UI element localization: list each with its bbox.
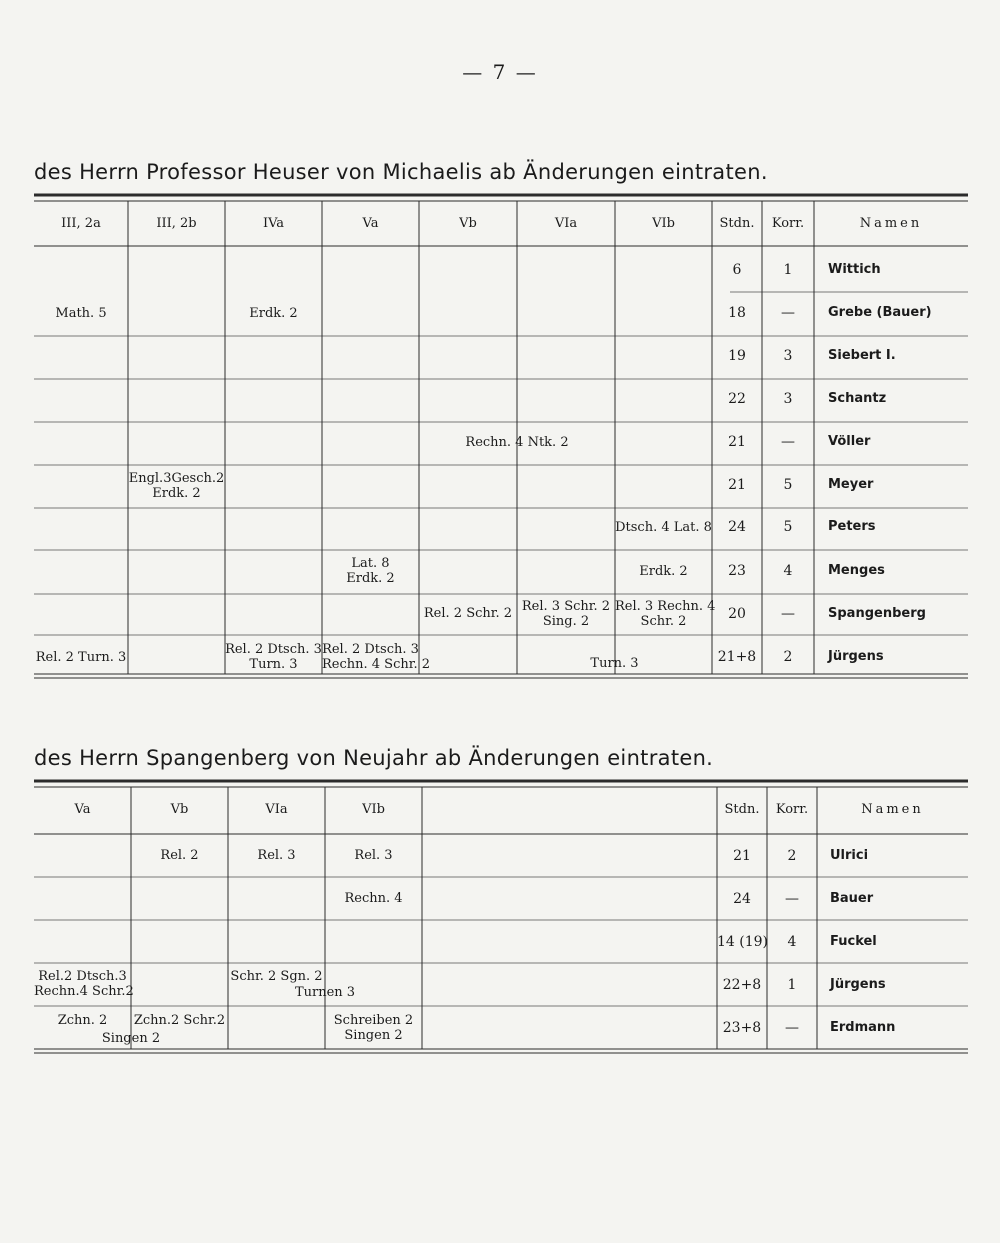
cell-lat-erdk bbox=[322, 556, 419, 586]
row9-korr: — bbox=[781, 606, 795, 622]
s2-row4-name: Jürgens bbox=[830, 977, 886, 992]
cell-math5: Math. 5 bbox=[55, 306, 107, 321]
header-iii-2a: III, 2a bbox=[61, 216, 101, 231]
cell-rel-dtsch-turn bbox=[225, 642, 322, 672]
header-korr: Korr. bbox=[771, 216, 805, 231]
row3-stdn: 19 bbox=[728, 348, 746, 364]
header-iva: IVa bbox=[262, 216, 285, 231]
cell-rel-dtsch-rechn-line2: Rechn. 4 Schr. 2 bbox=[322, 657, 431, 672]
s2-cell-rel3-via: Rel. 3 bbox=[257, 848, 296, 863]
s2-cell-singen-vib: Singen 2 bbox=[344, 1028, 403, 1043]
s2-row5-korr: — bbox=[785, 1020, 799, 1036]
s2-cell-zchn2: Zchn. 2 bbox=[57, 1013, 108, 1028]
cell-rel-schr-sing-line2: Sing. 2 bbox=[542, 614, 590, 629]
s2-cell-rel2-vb: Rel. 2 bbox=[160, 848, 199, 863]
section2-heading: des Herrn Spangenberg von Neujahr ab Änderungen eintraten. bbox=[34, 746, 714, 770]
cell-turn3: Turn. 3 bbox=[590, 656, 639, 671]
header-vb: Vb bbox=[459, 216, 477, 231]
header-stdn: Stdn. bbox=[719, 216, 755, 231]
row1-korr: 1 bbox=[783, 262, 793, 278]
header2-namen: Namen bbox=[861, 802, 924, 817]
s2-cell-rel-dtsch-rechn-schr bbox=[34, 969, 134, 999]
row2-name: Grebe (Bauer) bbox=[828, 305, 932, 320]
cell-rel-schr-sing-line1: Rel. 3 Schr. 2 bbox=[521, 599, 611, 614]
header2-va: Va bbox=[74, 802, 91, 817]
cell-rel-rechn-line1: Rel. 3 Rechn. 4 bbox=[615, 599, 716, 614]
s2-row3-korr: 4 bbox=[787, 934, 797, 950]
header2-vib: VIb bbox=[362, 802, 385, 817]
s2-row4-korr: 1 bbox=[787, 977, 797, 993]
section1-heading: des Herrn Professor Heuser von Michaelis ab Änderungen eintraten. bbox=[34, 160, 768, 184]
header-vib: VIb bbox=[652, 216, 675, 231]
row7-korr: 5 bbox=[783, 519, 793, 535]
header-va: Va bbox=[362, 216, 379, 231]
s2-row5-name: Erdmann bbox=[830, 1020, 896, 1035]
s2-row2-name: Bauer bbox=[830, 891, 874, 906]
row10-korr: 2 bbox=[783, 649, 793, 665]
header-iii-2b: III, 2b bbox=[156, 216, 197, 231]
row5-korr: — bbox=[781, 434, 795, 450]
cell-engl-line1: Engl.3Gesch.2 bbox=[128, 471, 225, 486]
row6-stdn: 21 bbox=[728, 477, 746, 493]
cell-erdk2-iva: Erdk. 2 bbox=[249, 306, 298, 321]
cell-rel-rechn-schr bbox=[615, 599, 716, 629]
row2-korr: — bbox=[781, 305, 795, 321]
cell-rechn-ntk: Rechn. 4 Ntk. 2 bbox=[465, 435, 569, 450]
cell-rel-dtsch-rechn-line1: Rel. 2 Dtsch. 3 bbox=[322, 642, 419, 657]
row4-korr: 3 bbox=[783, 391, 793, 407]
s2-cell-turnen3: Turnen 3 bbox=[294, 985, 356, 1000]
cell-dtsch-lat: Dtsch. 4 Lat. 8 bbox=[615, 520, 712, 535]
s2-cell-zchn-schr: Zchn.2 Schr.2 bbox=[133, 1013, 226, 1028]
header2-stdn: Stdn. bbox=[724, 802, 760, 817]
row1-name: Wittich bbox=[828, 262, 881, 277]
cell-lat-line2: Erdk. 2 bbox=[346, 571, 395, 586]
row9-stdn: 20 bbox=[728, 606, 746, 622]
row4-name: Schantz bbox=[828, 391, 887, 406]
row8-stdn: 23 bbox=[728, 563, 746, 579]
s2-row2-stdn: 24 bbox=[733, 891, 751, 907]
cell-erdk2-via: Erdk. 2 bbox=[639, 564, 688, 579]
row10-name: Jürgens bbox=[828, 649, 884, 664]
row10-stdn: 21+8 bbox=[717, 649, 757, 665]
row6-korr: 5 bbox=[783, 477, 793, 493]
cell-lat-line1: Lat. 8 bbox=[351, 556, 390, 571]
row3-name: Siebert I. bbox=[828, 348, 896, 363]
row5-name: Völler bbox=[828, 434, 871, 449]
header-namen: Namen bbox=[859, 216, 923, 231]
header-via: VIa bbox=[554, 216, 578, 231]
s2-row1-stdn: 21 bbox=[733, 848, 751, 864]
row3-korr: 3 bbox=[783, 348, 793, 364]
cell-engl-line2: Erdk. 2 bbox=[152, 486, 201, 501]
cell-rel-dtsch-rechn bbox=[322, 642, 431, 672]
row7-stdn: 24 bbox=[728, 519, 746, 535]
s2-row5-stdn: 23+8 bbox=[722, 1020, 762, 1036]
s2-cell-rel3-vib: Rel. 3 bbox=[354, 848, 393, 863]
s2-row1-korr: 2 bbox=[787, 848, 797, 864]
row7-name: Peters bbox=[828, 519, 876, 534]
s2-cell-schr-sgn: Schr. 2 Sgn. 2 bbox=[230, 969, 323, 984]
header2-via: VIa bbox=[265, 802, 288, 817]
s2-row3-name: Fuckel bbox=[830, 934, 877, 949]
s2-row2-korr: — bbox=[785, 891, 799, 907]
cell-rel-dtsch-turn-line2: Turn. 3 bbox=[249, 657, 298, 672]
row2-stdn: 18 bbox=[728, 305, 746, 321]
row5-stdn: 21 bbox=[728, 434, 746, 450]
s2-cell-rel-dtsch-line2: Rechn.4 Schr.2 bbox=[34, 984, 134, 999]
s2-cell-rel-dtsch-line1: Rel.2 Dtsch.3 bbox=[38, 969, 127, 984]
row6-name: Meyer bbox=[828, 477, 874, 492]
s2-cell-schreiben2: Schreiben 2 bbox=[333, 1013, 414, 1028]
row9-name: Spangenberg bbox=[828, 606, 926, 621]
cell-engl-gesch-erdk bbox=[128, 471, 225, 501]
s2-row1-name: Ulrici bbox=[830, 848, 869, 863]
s2-row3-stdn: 14 (19) bbox=[717, 934, 769, 950]
header2-vb: Vb bbox=[170, 802, 189, 817]
page-number: — 7 — bbox=[462, 60, 538, 84]
cell-rel-dtsch-turn-line1: Rel. 2 Dtsch. 3 bbox=[225, 642, 322, 657]
s2-cell-singen-vb: Singen 2 bbox=[101, 1031, 161, 1046]
cell-rel-schr: Rel. 2 Schr. 2 bbox=[423, 606, 513, 621]
s2-cell-rechn4: Rechn. 4 bbox=[344, 891, 403, 906]
cell-rel-turn: Rel. 2 Turn. 3 bbox=[35, 650, 127, 665]
row4-stdn: 22 bbox=[728, 391, 746, 407]
row8-korr: 4 bbox=[783, 563, 793, 579]
cell-rel-rechn-line2: Schr. 2 bbox=[640, 614, 687, 629]
cell-rel-schr-sing bbox=[517, 599, 615, 629]
row1-stdn: 6 bbox=[732, 262, 742, 278]
row8-name: Menges bbox=[828, 563, 885, 578]
s2-row4-stdn: 22+8 bbox=[722, 977, 762, 993]
header2-korr: Korr. bbox=[775, 802, 809, 817]
